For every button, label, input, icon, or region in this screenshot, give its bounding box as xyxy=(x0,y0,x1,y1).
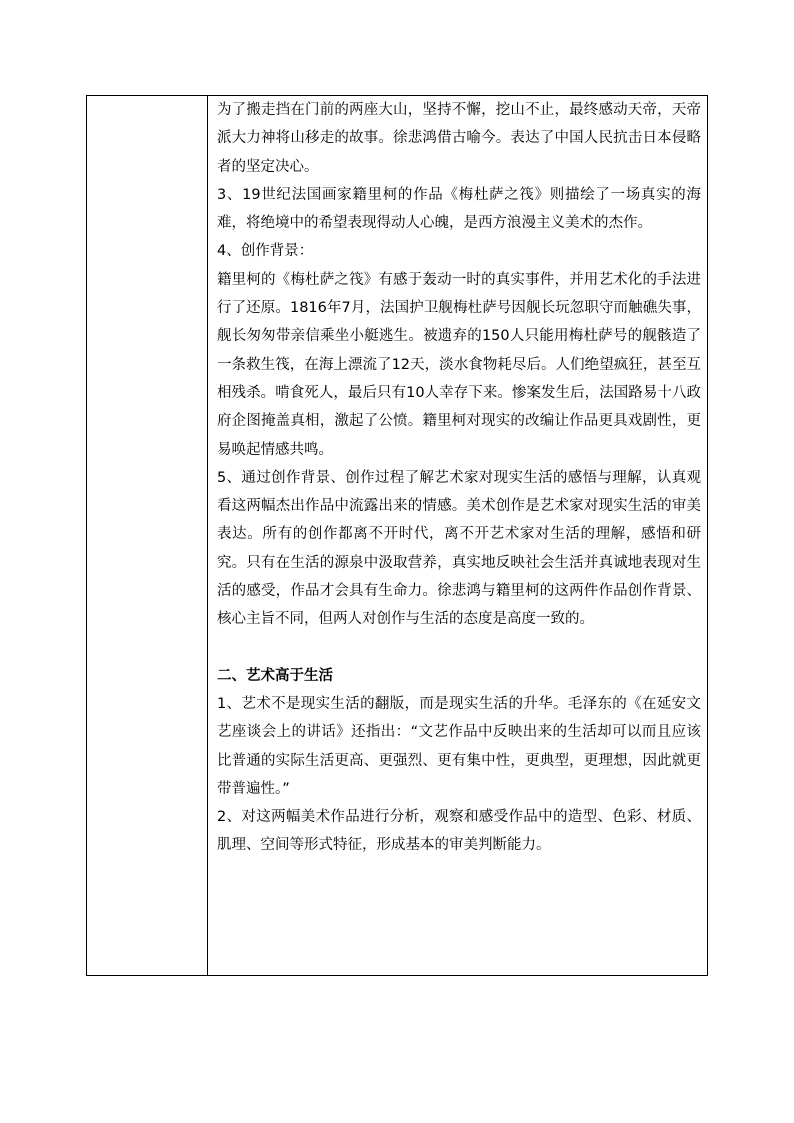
right-column-cell xyxy=(208,96,707,975)
paragraph-item-3: 3、19世纪法国画家籍里柯的作品《梅杜萨之筏》则描绘了一场真实的海难，将绝境中的希望表现得动人心魄，是西方浪漫主义美术的杰作。 xyxy=(217,186,701,232)
paragraph-background: 籍里柯的《梅杜萨之筏》有感于轰动一时的真实事件，并用艺术化的手法进行了还原。1816年7月，法国护卫舰梅杜萨号因舰长玩忽职守而触礁失事，舰长匆匆带亲信乘坐小艇逃生。被遗弃的150人只能用梅杜萨号的舰骸造了一条救生筏，在海上漂流了12天，淡水食物耗尽后。人们绝望疯狂，甚至互相残杀。啃食死人，最后只有10人幸存下来。惨案发生后，法国路易十八政府企图掩盖真相，激起了公愤。籍里柯对现实的改编让作品更具戏剧性，更易唤起情感共鸣。 xyxy=(217,271,701,458)
paragraph-section2-item-2: 2、对这两幅美术作品进行分析，观察和感受作品中的造型、色彩、材质、肌理、空间等形式特征，形成基本的审美判断能力。 xyxy=(217,809,701,854)
paragraph-item-4-title: 4、创作背景： xyxy=(217,243,314,260)
cell-content xyxy=(217,96,701,860)
paragraph-item-5: 5、通过创作背景、创作过程了解艺术家对现实生活的感悟与理解，认真观看这两幅杰出作品中流露出来的情感。美术创作是艺术家对现实生活的审美表达。所有的创作都离不开时代，离不开艺术家对生活的理解，感悟和研究。只有在生活的源泉中汲取营养，真实地反映社会生活并真诚地表现对生活的感受，作品才会具有生命力。徐悲鸿与籍里柯的这两件作品创作背景、核心主旨不同，但两人对创作与生活的态度是高度一致的。 xyxy=(217,469,701,628)
paragraph-story-continuation: 为了搬走挡在门前的两座大山，坚持不懈，挖山不止，最终感动天帝，天帝派大力神将山移走的故事。徐悲鸿借古喻今。表达了中国人民抗击日本侵略者的坚定决心。 xyxy=(217,102,701,175)
section-heading: 二、艺术高于生活 xyxy=(217,667,333,684)
blank-line xyxy=(217,634,701,662)
left-column-cell xyxy=(87,96,208,975)
paragraph-section2-item-1: 1、艺术不是现实生活的翻版，而是现实生活的升华。毛泽东的《在延安文艺座谈会上的讲话》还指出：“文艺作品中反映出来的生活却可以而且应该比普通的实际生活更高、更强烈、更有集中性，更典型，更理想，因此就更带普遍性。” xyxy=(217,695,701,797)
content-table xyxy=(86,95,708,976)
